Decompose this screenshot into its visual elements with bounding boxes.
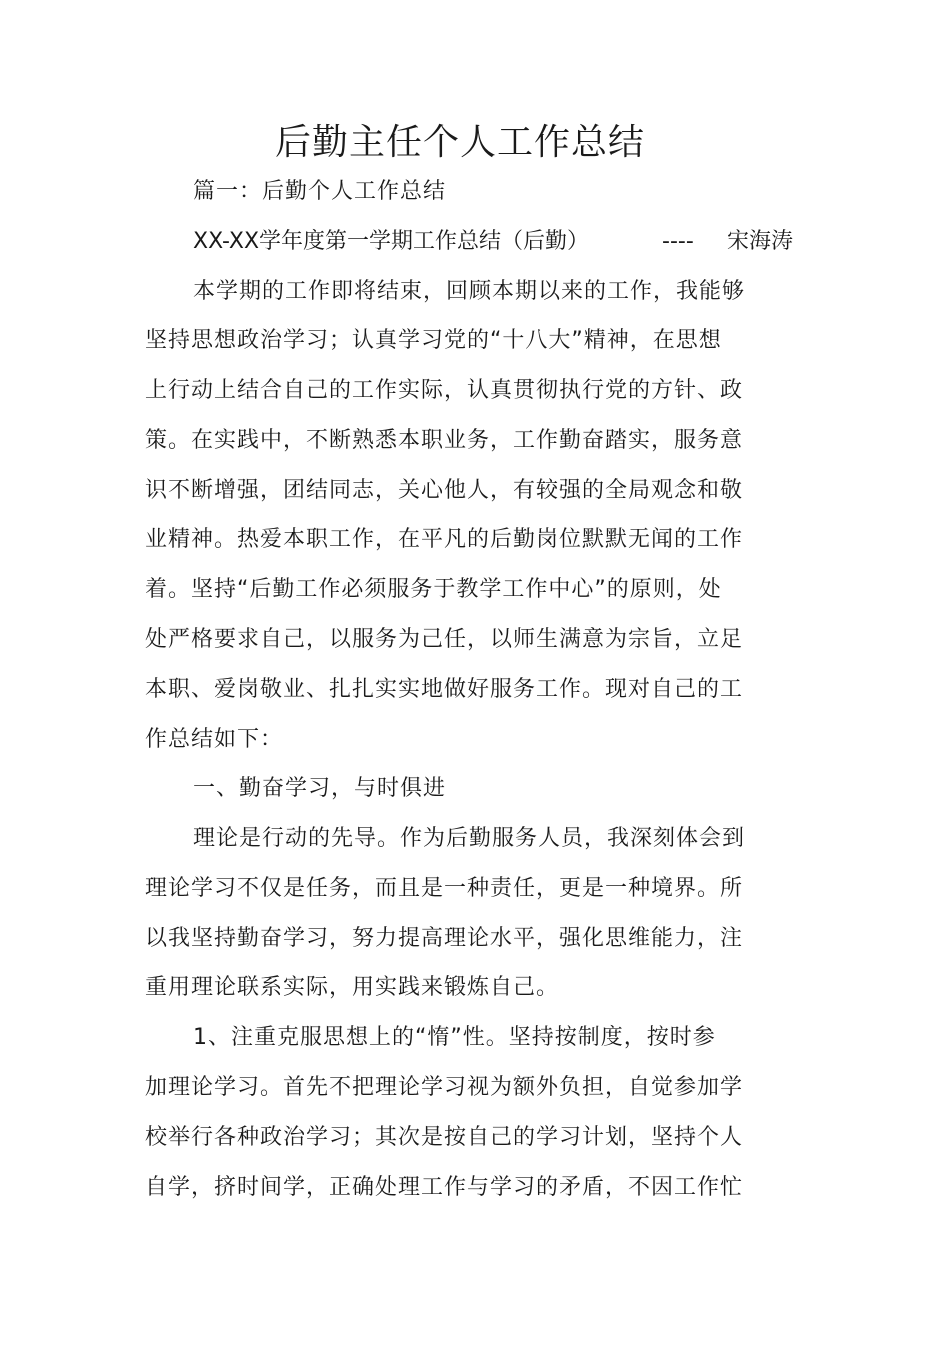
body-line: 作总结如下：: [145, 727, 284, 752]
body-line: 本职、爱岗敬业、扎扎实实地做好服务工作。现对自己的工: [145, 677, 744, 702]
body-line: 重用理论联系实际，用实践来锻炼自己。: [145, 975, 560, 1000]
body-line: 1、注重克服思想上的“惰”性。坚持按制度，按时参: [193, 1025, 716, 1050]
document-title: 后勤主任个人工作总结: [274, 122, 645, 163]
section-subheading: 一、勤奋学习，与时俱进: [193, 776, 447, 801]
subtitle-author: 宋海涛: [727, 229, 794, 254]
subtitle-dashes: ----: [662, 229, 694, 254]
body-line: 坚持思想政治学习；认真学习党的“十八大”精神，在思想: [145, 328, 722, 353]
body-line: 策。在实践中，不断熟悉本职业务，工作勤奋踏实，服务意: [145, 428, 744, 453]
body-line: 处严格要求自己，以服务为己任，以师生满意为宗旨，立足: [145, 627, 744, 652]
body-line: 业精神。热爱本职工作，在平凡的后勤岗位默默无闻的工作: [145, 527, 744, 552]
body-line: 识不断增强，团结同志，关心他人，有较强的全局观念和敬: [145, 478, 744, 503]
section-heading: 篇一：后勤个人工作总结: [193, 179, 447, 204]
body-line: 自学，挤时间学，正确处理工作与学习的矛盾，不因工作忙: [145, 1175, 744, 1200]
body-line: 着。坚持“后勤工作必须服务于教学工作中心”的原则，处: [145, 577, 722, 602]
body-line: 加理论学习。首先不把理论学习视为额外负担，自觉参加学: [145, 1075, 744, 1100]
body-line: 理论是行动的先导。作为后勤服务人员，我深刻体会到: [193, 826, 746, 851]
body-line: 校举行各种政治学习；其次是按自己的学习计划，坚持个人: [145, 1125, 744, 1150]
body-line: 理论学习不仅是任务，而且是一种责任，更是一种境界。所: [145, 876, 744, 901]
body-line: 本学期的工作即将结束，回顾本期以来的工作，我能够: [193, 279, 746, 304]
subtitle-text: XX-XX学年度第一学期工作总结（后勤）: [193, 229, 590, 254]
body-line: 以我坚持勤奋学习，努力提高理论水平，强化思维能力，注: [145, 926, 744, 951]
body-line: 上行动上结合自己的工作实际，认真贯彻执行党的方针、政: [145, 378, 744, 403]
